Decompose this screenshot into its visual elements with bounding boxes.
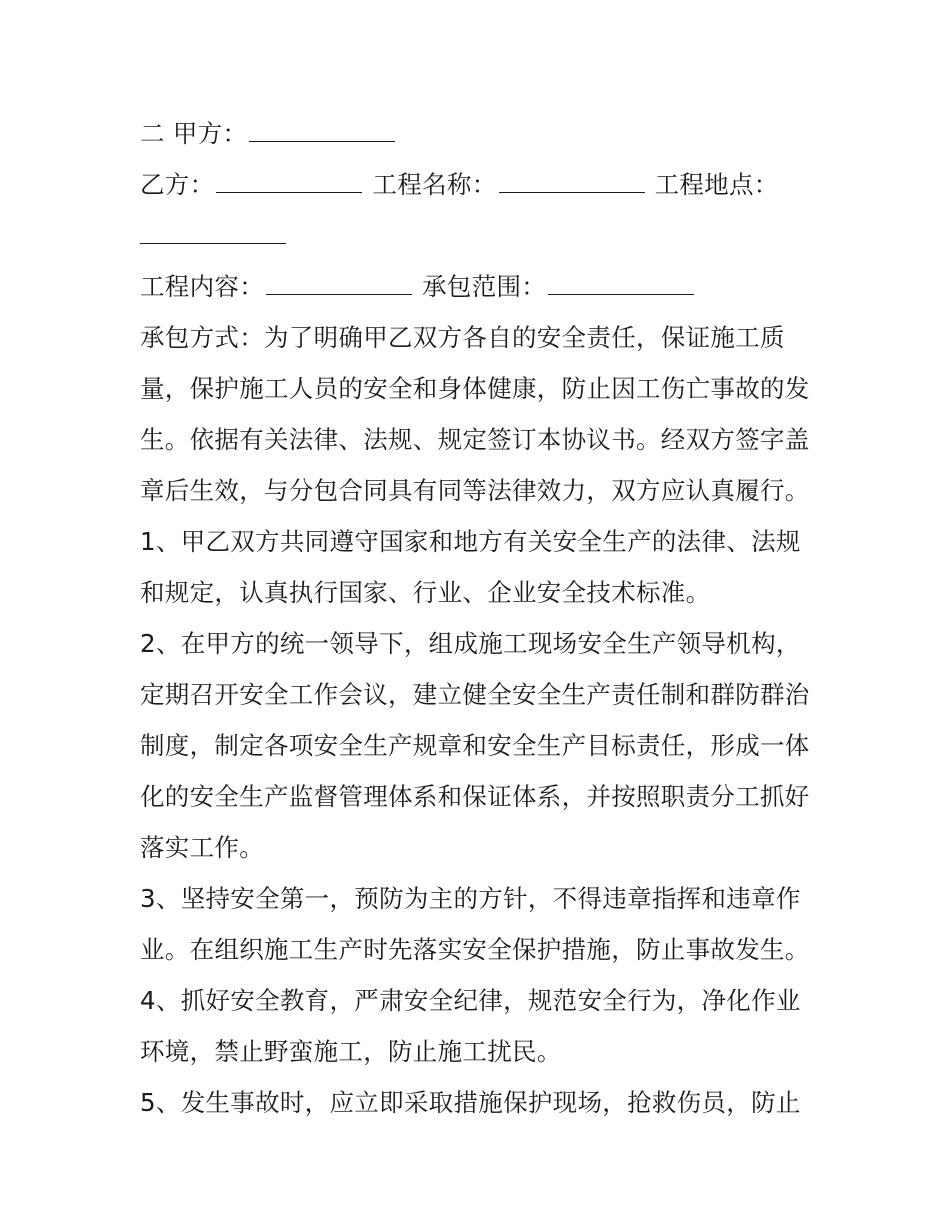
body-line: 生。依据有关法律、法规、规定签订本协议书。经双方签字盖 [140, 425, 810, 454]
body-line: 落实工作。 [140, 833, 264, 862]
document-page [140, 108, 820, 1128]
project-location-label: 工程地点： [654, 170, 779, 199]
body-line: 5、发生事故时，应立即采取措施保护现场，抢救伤员，防止 [140, 1088, 801, 1117]
party-a-label: 二 甲方： [140, 119, 248, 148]
body-line: 承包方式：为了明确甲乙双方各自的安全责任，保证施工质 [140, 323, 785, 352]
party-b-blank [216, 166, 362, 193]
content-scope-line [140, 261, 820, 312]
party-b-label: 乙方： [140, 170, 215, 199]
party-b-line [140, 159, 820, 210]
party-a-blank [249, 115, 395, 142]
project-name-label: 工程名称： [372, 170, 497, 199]
body-line: 2、在甲方的统一领导下，组成施工现场安全生产领导机构， [140, 629, 801, 658]
body-line: 业。在组织施工生产时先落实安全保护措施，防止事故发生。 [140, 935, 810, 964]
body-line: 和规定，认真执行国家、行业、企业安全技术标准。 [140, 578, 711, 607]
contract-scope-blank [548, 268, 694, 295]
body-line: 定期召开安全工作会议，建立健全安全生产责任制和群防群治 [140, 680, 810, 709]
project-location-blank [140, 217, 286, 244]
body-line: 4、抓好安全教育，严肃安全纪律，规范安全行为，净化作业 [140, 986, 801, 1015]
contract-scope-label: 承包范围： [422, 272, 547, 301]
body-line: 制度，制定各项安全生产规章和安全生产目标责任，形成一体 [140, 731, 810, 760]
body-line: 量，保护施工人员的安全和身体健康，防止因工伤亡事故的发 [140, 374, 810, 403]
body-line: 1、甲乙双方共同遵守国家和地方有关安全生产的法律、法规 [140, 527, 801, 556]
project-name-blank [499, 166, 645, 193]
party-a-line [140, 108, 820, 159]
body-line: 化的安全生产监督管理体系和保证体系，并按照职责分工抓好 [140, 782, 810, 811]
project-content-blank [266, 268, 412, 295]
project-content-label: 工程内容： [140, 272, 264, 301]
project-location-line [140, 210, 820, 261]
body-line: 环境，禁止野蛮施工，防止施工扰民。 [140, 1037, 562, 1066]
body-line: 章后生效，与分包合同具有同等法律效力，双方应认真履行。 [140, 476, 810, 505]
body-line: 3、坚持安全第一，预防为主的方针，不得违章指挥和违章作 [140, 884, 801, 913]
